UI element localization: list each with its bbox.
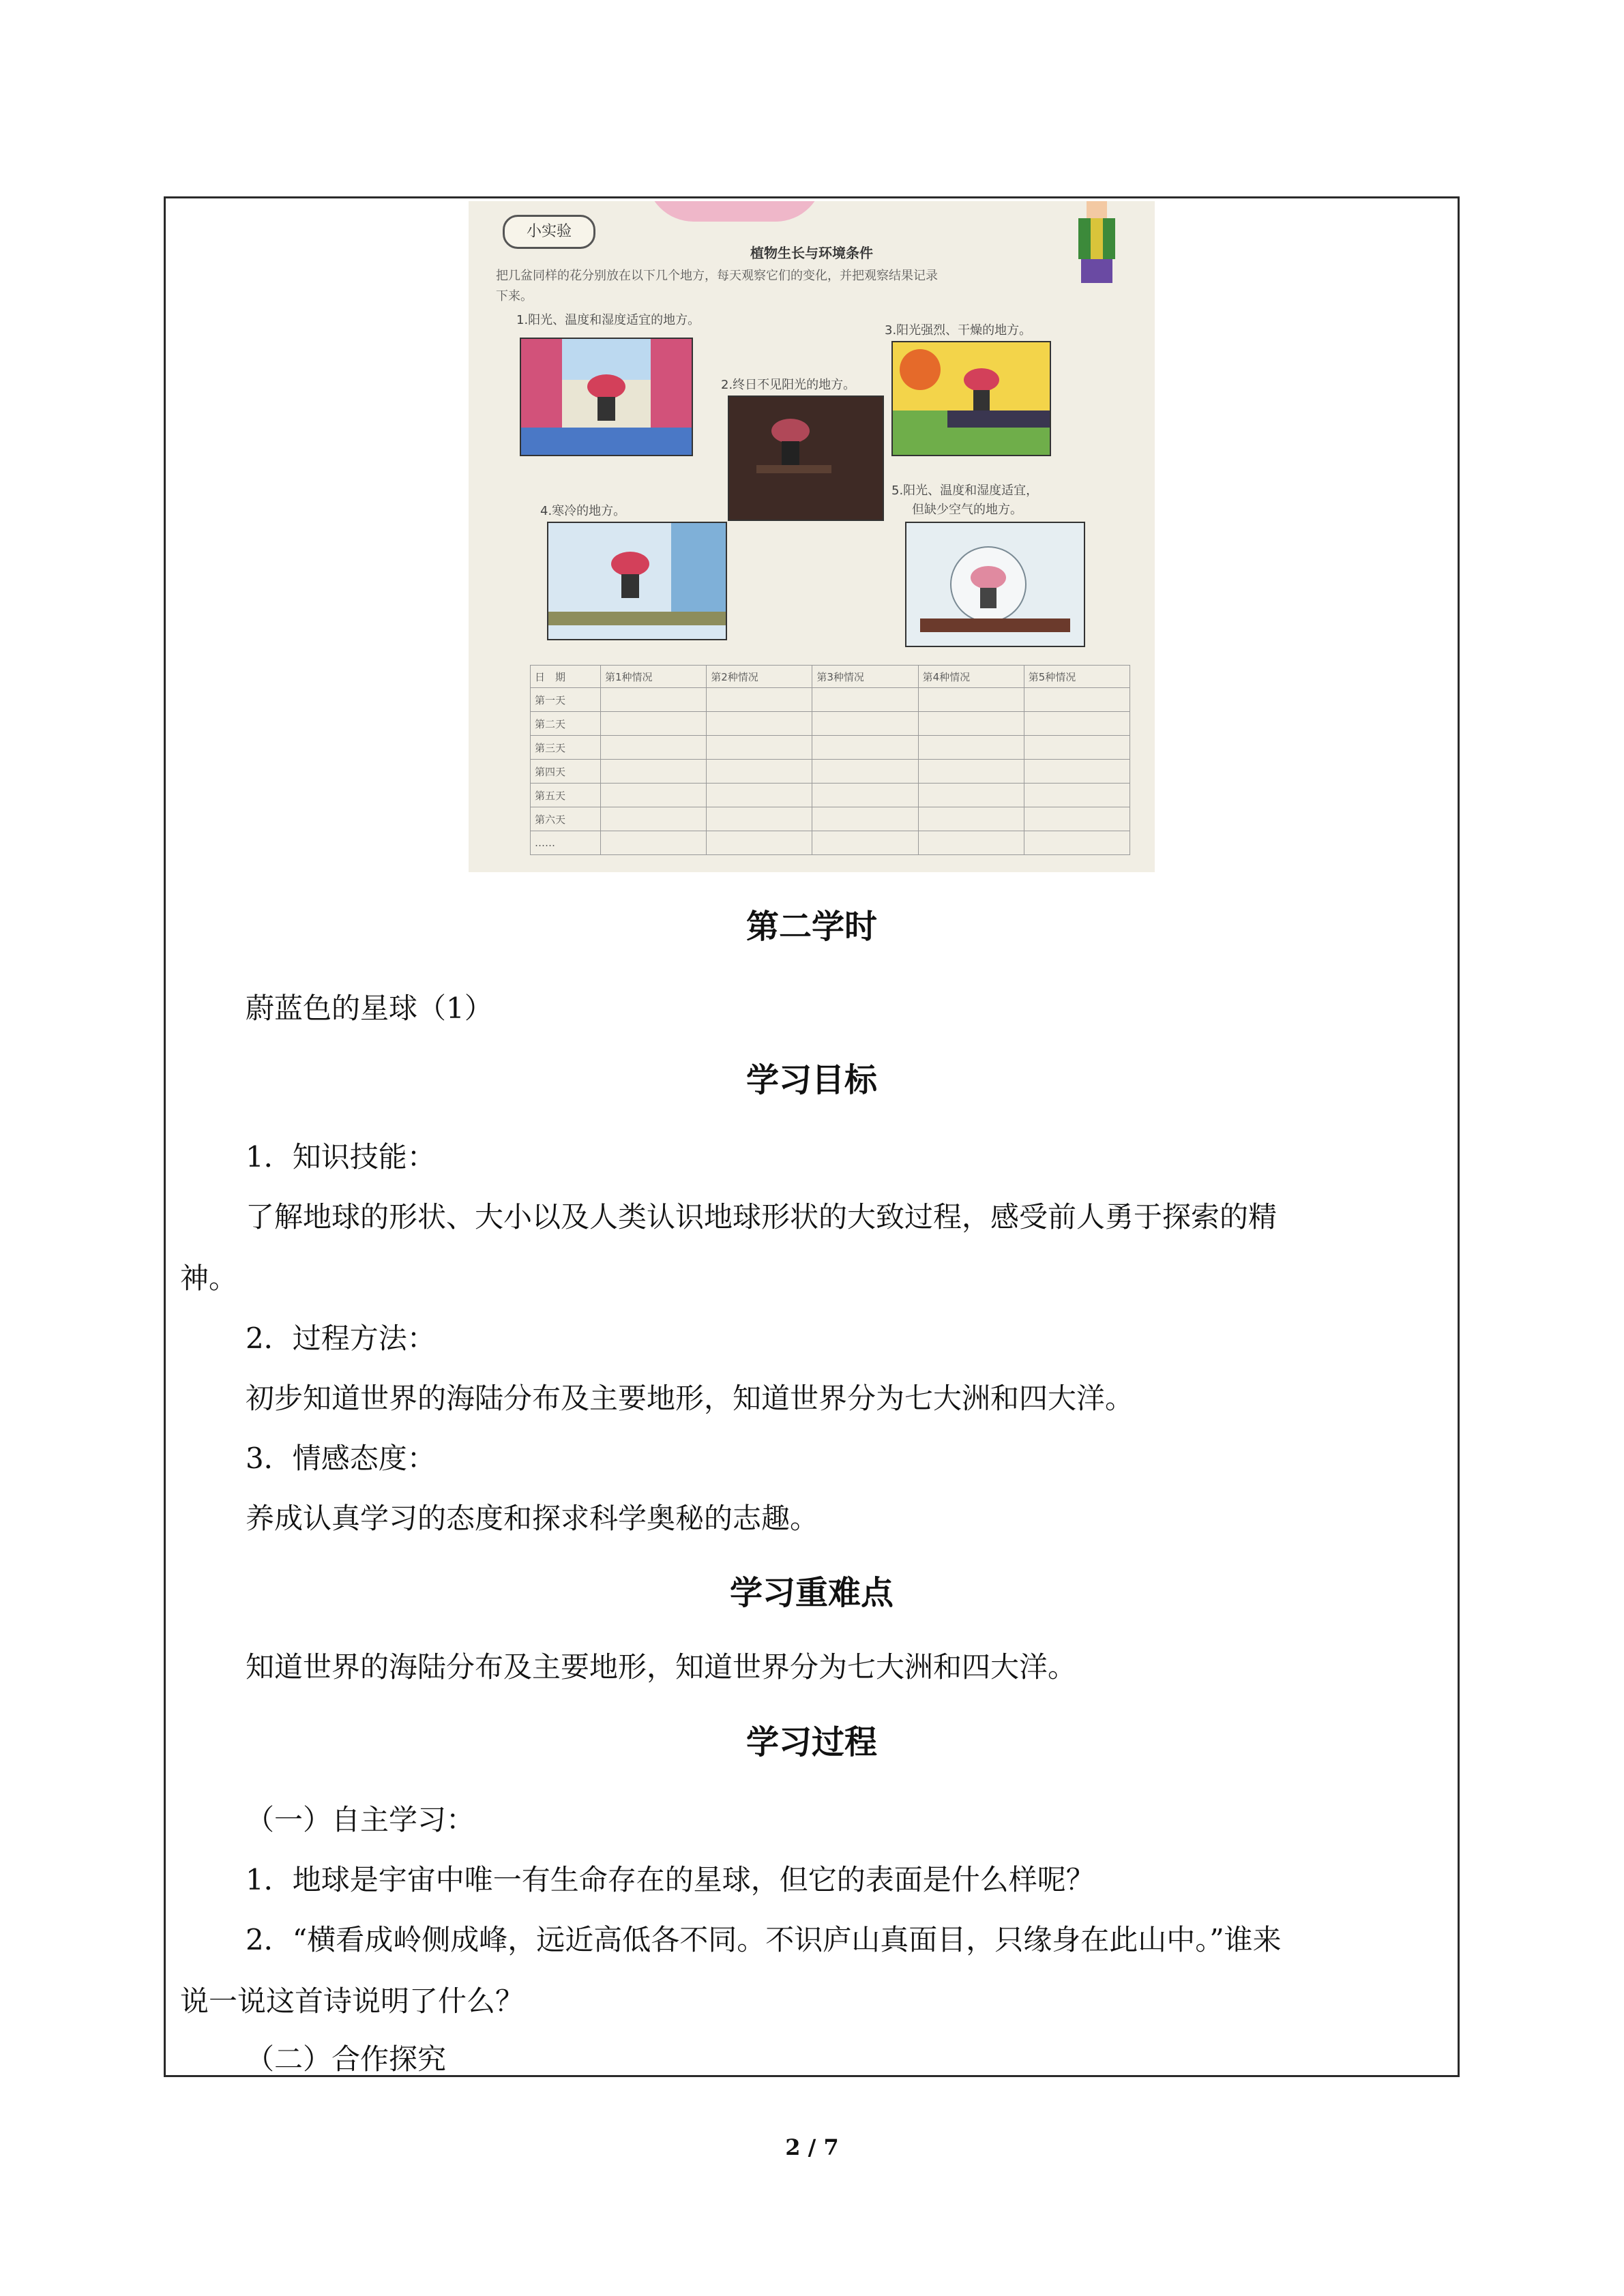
photo-description — [496, 266, 1127, 307]
question-1: 1．地球是宇宙中唯一有生命存在的星球，但它的表面是什么样呢？ — [246, 1863, 1095, 1896]
scene-glass-dome — [905, 522, 1085, 647]
caption-5a: 5.阳光、温度和湿度适宜， — [891, 483, 1039, 498]
process-part2: （二）合作探究 — [246, 2042, 447, 2076]
textbook-photo — [469, 201, 1155, 872]
table-header-cell: 日 期 — [531, 666, 601, 688]
decorative-shape — [646, 201, 823, 222]
table-row — [531, 831, 1130, 855]
table-header-cell: 第1种情况 — [601, 666, 707, 688]
topic-line: 蔚蓝色的星球（1） — [246, 992, 493, 1025]
row-label: 第四天 — [531, 760, 601, 784]
keypoints-text: 知道世界的海陆分布及主要地形，知道世界分为七大洲和四大洋。 — [246, 1650, 1077, 1684]
caption-2: 2.终日不见阳光的地方。 — [721, 378, 856, 392]
goal1-text: 了解地球的形状、大小以及人类认识地球形状的大致过程，感受前人勇于探索的精 — [246, 1200, 1278, 1234]
row-label: 第二天 — [531, 712, 601, 736]
table-row — [531, 712, 1130, 736]
scene-dark-room — [728, 396, 884, 521]
table-header-cell: 第4种情况 — [918, 666, 1024, 688]
goal3-label: 3．情感态度： — [246, 1442, 436, 1475]
experiment-tag: 小实验 — [503, 215, 595, 249]
goal3-text: 养成认真学习的态度和探求科学奥秘的志趣。 — [246, 1502, 819, 1535]
caption-5b: 但缺少空气的地方。 — [912, 503, 1022, 517]
section-goals-heading: 学习目标 — [745, 1061, 877, 1099]
question-2: 2．“横看成岭侧成峰，远近高低各不同。不识庐山真面目，只缘身在此山中。”谁来 — [246, 1923, 1282, 1956]
goal1-label: 1．知识技能： — [246, 1140, 436, 1174]
goal1-text-cont: 神。 — [180, 1262, 238, 1295]
scene-cold-place — [547, 522, 727, 640]
lesson-title: 第二学时 — [745, 908, 877, 946]
row-label: 第一天 — [531, 688, 601, 712]
row-label: 第三天 — [531, 736, 601, 760]
section-process-heading: 学习过程 — [745, 1723, 877, 1761]
table-header-row — [531, 666, 1130, 688]
table-row — [531, 807, 1130, 831]
photo-description-line: 把几盆同样的花分别放在以下几个地方，每天观察它们的变化，并把观察结果记录 — [496, 269, 938, 283]
row-label: …… — [531, 831, 601, 855]
photo-title: 植物生长与环境条件 — [750, 245, 873, 261]
table-row — [531, 736, 1130, 760]
table-header-cell: 第2种情况 — [707, 666, 812, 688]
section-keypoints-heading: 学习重难点 — [729, 1574, 894, 1612]
page-number: 2 / 7 — [785, 2134, 839, 2160]
photo-description-line: 下来。 — [496, 289, 533, 303]
caption-4: 4.寒冷的地方。 — [540, 504, 626, 518]
row-label: 第五天 — [531, 784, 601, 807]
row-label: 第六天 — [531, 807, 601, 831]
observation-table — [530, 665, 1130, 855]
table-row — [531, 688, 1130, 712]
process-part1: （一）自主学习： — [246, 1803, 475, 1836]
table-header-cell: 第3种情况 — [812, 666, 918, 688]
table-row — [531, 760, 1130, 784]
caption-3: 3.阳光强烈、干燥的地方。 — [885, 323, 1032, 338]
caption-1: 1.阳光、温度和湿度适宜的地方。 — [516, 313, 700, 327]
goal2-text: 初步知道世界的海陆分布及主要地形，知道世界分为七大洲和四大洋。 — [246, 1382, 1134, 1415]
table-row — [531, 784, 1130, 807]
question-2-cont: 说一说这首诗说明了什么？ — [180, 1984, 525, 2018]
scene-strong-sun — [891, 341, 1051, 456]
goal2-label: 2．过程方法： — [246, 1322, 436, 1355]
table-header-cell: 第5种情况 — [1024, 666, 1130, 688]
scene-sunny-window — [520, 338, 693, 456]
